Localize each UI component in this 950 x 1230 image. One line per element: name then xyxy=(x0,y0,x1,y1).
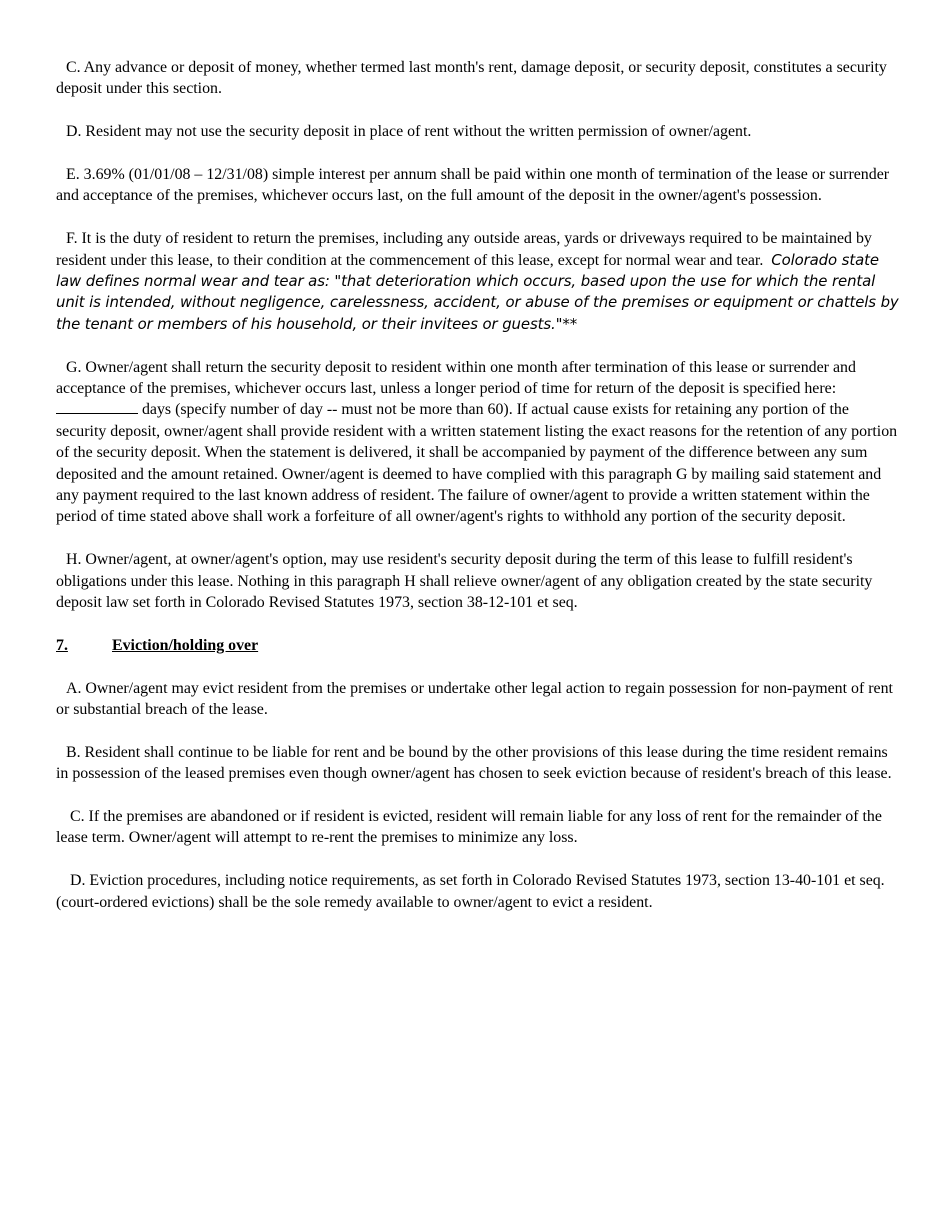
paragraph-6f xyxy=(56,228,901,335)
paragraph-6g xyxy=(56,357,901,528)
return-days-blank-field[interactable] xyxy=(56,399,138,414)
paragraph-7b: B. Resident shall continue to be liable for rent and be bound by the other provisions of this lease during the time resident remains in possession of the leased premises even though owner/agent has chosen to seek eviction because of resident's breach of this lease. xyxy=(56,743,892,783)
paragraph-6g-text-after: days (specify number of day -- must not be more than 60). If actual cause exists for retaining any portion of the security deposit, owner/agent shall provide resident with a written statement listing the exact reasons for the retention of any portion of the security deposit. When the statement is delivered, it shall be accompanied by payment of the difference between any sum deposited and the amount retained. Owner/agent is deemed to have complied with this paragraph G by mailing said statement and any payment required to the last known address of resident. The failure of owner/agent to provide a written statement within the period of time stated above shall work a forfeiture of all owner/agent's rights to withhold any portion of the security deposit. xyxy=(56,401,898,526)
paragraph-6g-text-before: G. Owner/agent shall return the security deposit to resident within one month after termination of this lease or surrender and acceptance of the premises, whichever occurs last, unless a longer period of time for return of the deposit is specified here: xyxy=(56,358,856,398)
paragraph-6c: C. Any advance or deposit of money, whether termed last month's rent, damage deposit, or security deposit, constitutes a security deposit under this section. xyxy=(56,59,887,98)
document-page xyxy=(56,57,901,934)
section-7-title: Eviction/holding over xyxy=(112,636,259,654)
paragraph-6h: H. Owner/agent, at owner/agent's option, may use resident's security deposit during the term of this lease to fulfill resident's obligations under this lease. Nothing in this paragraph H shall relieve owner/agent of any obligation created by the state security deposit law set forth in Colorado Revised Statutes 1973, section 38-12-101 et seq. xyxy=(56,551,873,612)
paragraph-6d: D. Resident may not use the security deposit in place of rent without the written permission of owner/agent. xyxy=(66,123,752,141)
paragraph-6f-text: F. It is the duty of resident to return the premises, including any outside areas, yards or driveways required to be maintained by resident under this lease, to their condition at the commencement of this lease, except for normal wear and tear. xyxy=(56,230,872,269)
section-7-number: 7. xyxy=(56,636,68,654)
paragraph-7a: A. Owner/agent may evict resident from the premises or undertake other legal action to regain possession for non-payment of rent or substantial breach of the lease. xyxy=(56,679,893,719)
paragraph-7d: D. Eviction procedures, including notice requirements, as set forth in Colorado Revised Statutes 1973, section 13-40-101 et seq. (court-ordered evictions) shall be the sole remedy available to owner/agent to evict a resident. xyxy=(56,872,885,911)
wear-and-tear-definition: Colorado state law defines normal wear and tear as: "that deterioration which occurs, based upon the use for which the rental unit is intended, without negligence, carelessness, accident, or abuse of the premises or equipment or chattels by the tenant or members of his household, or their invitees or guests."** xyxy=(56,250,899,333)
section-7-heading xyxy=(56,635,901,656)
paragraph-7c: C. If the premises are abandoned or if resident is evicted, resident will remain liable for any loss of rent for the remainder of the lease term. Owner/agent will attempt to re-rent the premises to minimize any loss. xyxy=(56,808,882,847)
paragraph-6e: E. 3.69% (01/01/08 – 12/31/08) simple interest per annum shall be paid within one month of termination of the lease or surrender and acceptance of the premises, whichever occurs last, on the full amount of the deposit in the owner/agent's possession. xyxy=(56,166,890,205)
